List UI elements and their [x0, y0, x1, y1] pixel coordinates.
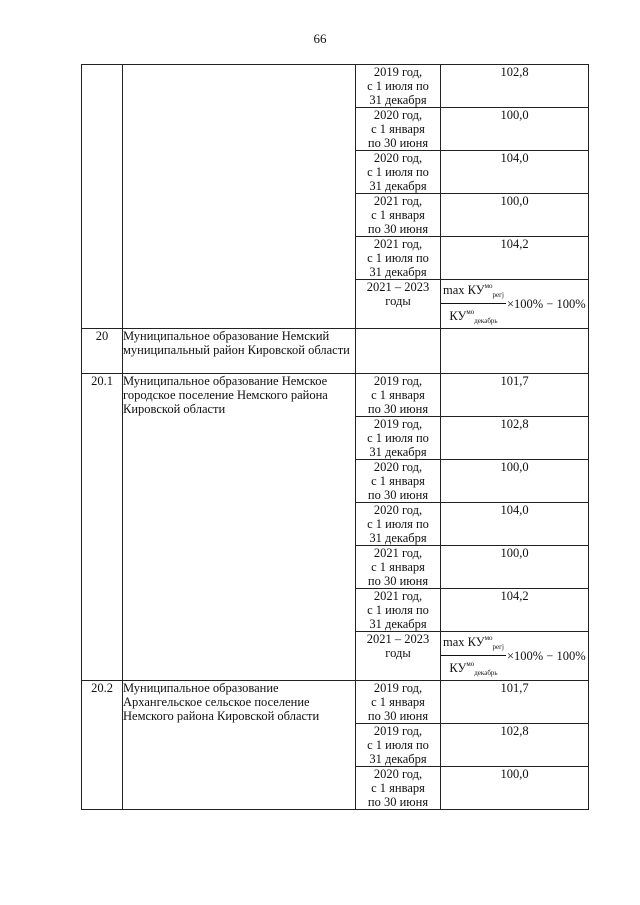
period-line: по 30 июня — [367, 795, 429, 809]
row-number: 20.1 — [82, 374, 123, 681]
period-line: 31 декабря — [369, 752, 427, 766]
municipality-name: Муниципальное образование Немское городское поселение Немского района Кировской области — [123, 374, 356, 681]
period-line: с 1 июля по — [367, 517, 429, 531]
index-value: 104,0 — [441, 503, 589, 546]
period-line: с 1 июля по — [367, 79, 429, 93]
index-formula: $\frac{\max КУ^{мо}_{регj}}{КУ^{мо}_{декабрь}}$ ×100% − 100% — [443, 282, 586, 325]
index-value: 104,2 — [441, 589, 589, 632]
period-line: по 30 июня — [367, 222, 429, 236]
period-line: с 1 июля по — [367, 251, 429, 265]
index-value: 104,2 — [441, 237, 589, 280]
index-value: 102,8 — [441, 724, 589, 767]
index-value: 100,0 — [441, 767, 589, 810]
period-cell — [356, 681, 441, 724]
period-line: 2021 год, — [373, 546, 423, 560]
period-line: 31 декабря — [369, 179, 427, 193]
period-line: с 1 июля по — [367, 431, 429, 445]
index-value: 100,0 — [441, 546, 589, 589]
index-value: 100,0 — [441, 194, 589, 237]
period-line: годы — [385, 294, 411, 308]
period-cell — [356, 194, 441, 237]
period-line: по 30 июня — [367, 709, 429, 723]
period-line: 2019 год, — [373, 681, 423, 695]
municipality-name: Муниципальное образование Архангельское сельское поселение Немского района Кировской области — [123, 681, 356, 810]
period-line: по 30 июня — [367, 136, 429, 150]
period-line: 2020 год, — [373, 108, 423, 122]
row-number: 20 — [82, 329, 123, 374]
period-line: 31 декабря — [369, 531, 427, 545]
row-number: 20.2 — [82, 681, 123, 810]
period-cell — [356, 237, 441, 280]
tariff-index-table — [81, 64, 589, 810]
period-cell — [356, 108, 441, 151]
period-line: 2021 год, — [373, 237, 423, 251]
period-cell — [356, 374, 441, 417]
index-value: 100,0 — [441, 108, 589, 151]
period-line: 2021 – 2023 — [366, 280, 430, 294]
period-line: 2021 год, — [373, 589, 423, 603]
period-cell — [356, 546, 441, 589]
period-line: 31 декабря — [369, 265, 427, 279]
period-cell — [356, 724, 441, 767]
period-cell — [356, 280, 441, 329]
formula-cell — [441, 280, 589, 329]
period-cell — [356, 589, 441, 632]
period-line: 2020 год, — [373, 503, 423, 517]
period-cell — [356, 767, 441, 810]
period-line: с 1 июля по — [367, 738, 429, 752]
period-line: 2021 – 2023 — [366, 632, 430, 646]
period-line: 2019 год, — [373, 374, 423, 388]
period-line: 2020 год, — [373, 151, 423, 165]
municipality-name — [123, 65, 356, 329]
period-line: 2020 год, — [373, 460, 423, 474]
period-line: с 1 июля по — [367, 603, 429, 617]
period-line: 2021 год, — [373, 194, 423, 208]
period-line: по 30 июня — [367, 574, 429, 588]
page-number: 66 — [313, 31, 327, 46]
period-cell — [356, 151, 441, 194]
index-value — [441, 329, 589, 374]
index-value: 102,8 — [441, 417, 589, 460]
municipality-name: Муниципальное образование Немский муниципальный район Кировской области — [123, 329, 356, 374]
table-row — [82, 329, 589, 374]
table-row — [82, 681, 589, 724]
period-line: 2019 год, — [373, 724, 423, 738]
period-line: 2019 год, — [373, 65, 423, 79]
period-line: с 1 января — [371, 474, 425, 488]
period-cell — [356, 460, 441, 503]
period-cell — [356, 503, 441, 546]
period-cell — [356, 65, 441, 108]
period-line: 31 декабря — [369, 445, 427, 459]
index-formula: $\frac{\max КУ^{мо}_{регj}}{КУ^{мо}_{декабрь}}$ ×100% − 100% — [443, 634, 586, 677]
table-row — [82, 374, 589, 417]
period-line: 2020 год, — [373, 767, 423, 781]
index-value: 100,0 — [441, 460, 589, 503]
index-value: 101,7 — [441, 681, 589, 724]
period-line: с 1 января — [371, 560, 425, 574]
period-line: 2019 год, — [373, 417, 423, 431]
index-value: 102,8 — [441, 65, 589, 108]
period-line: с 1 января — [371, 781, 425, 795]
period-line: годы — [385, 646, 411, 660]
formula-cell — [441, 632, 589, 681]
period-cell — [356, 632, 441, 681]
row-number — [82, 65, 123, 329]
period-line: по 30 июня — [367, 488, 429, 502]
index-value: 104,0 — [441, 151, 589, 194]
period-line: с 1 января — [371, 208, 425, 222]
period-cell — [356, 329, 441, 374]
table-row — [82, 65, 589, 108]
index-value: 101,7 — [441, 374, 589, 417]
period-line: с 1 января — [371, 388, 425, 402]
period-line: с 1 января — [371, 122, 425, 136]
period-line: по 30 июня — [367, 402, 429, 416]
period-line: 31 декабря — [369, 93, 427, 107]
period-line: с 1 января — [371, 695, 425, 709]
period-line: 31 декабря — [369, 617, 427, 631]
period-cell — [356, 417, 441, 460]
period-line: с 1 июля по — [367, 165, 429, 179]
